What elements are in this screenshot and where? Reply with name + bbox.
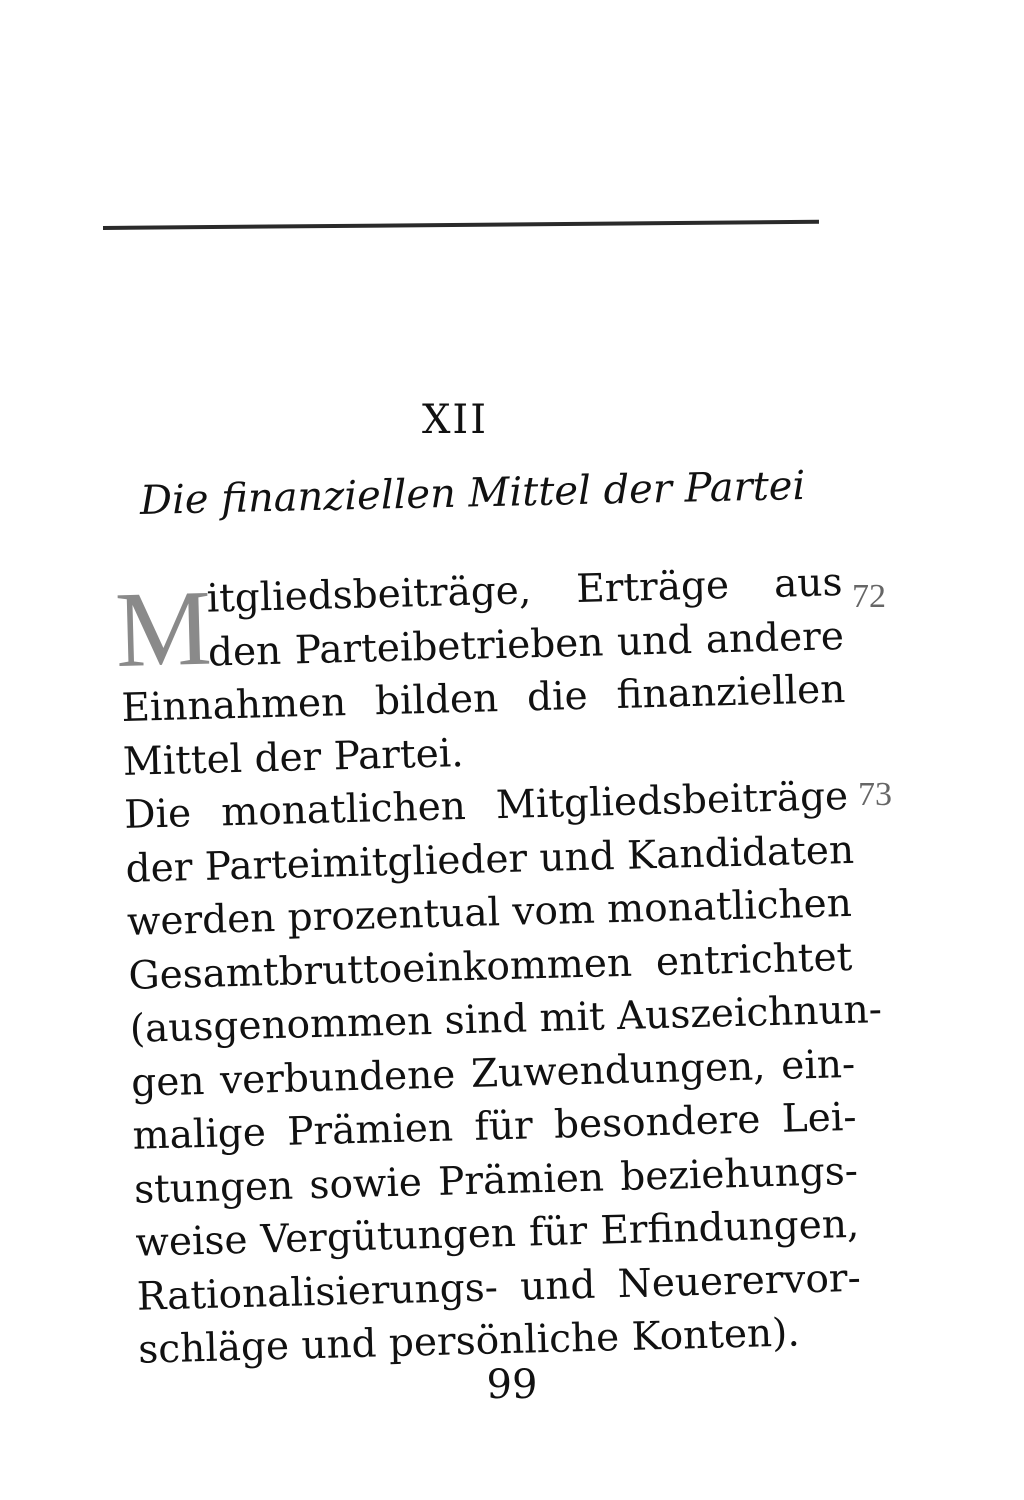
page-number: 99: [486, 1362, 538, 1408]
text-line: schläge und persönliche Konten).: [137, 1310, 801, 1373]
text-line: werden prozentual vom monatlichen: [126, 880, 853, 945]
text-line: Rationalisierungs- und Neuerervor-: [136, 1255, 862, 1320]
text-line: malige Prämien für besondere Lei-: [132, 1094, 858, 1159]
chapter-heading: Die finanziellen Mittel der Partei: [139, 462, 806, 524]
text-line: weise Vergütungen für Erfindungen,: [134, 1201, 860, 1266]
margin-number-73: 73: [858, 776, 892, 813]
text-line: itgliedsbeiträge, Erträge aus: [206, 560, 844, 622]
text-line: Die monatlichen Mitgliedsbeiträge: [123, 773, 849, 838]
drop-cap: M: [113, 568, 214, 691]
margin-number-72: 72: [852, 578, 886, 615]
text-line: Mittel der Partei.: [122, 730, 465, 785]
header-rule: [103, 220, 819, 230]
text-line: gen verbundene Zuwendungen, ein-: [130, 1041, 856, 1106]
text-line: Einnahmen bilden die finanziellen: [120, 667, 846, 731]
text-line: stungen sowie Prämien beziehungs-: [133, 1148, 859, 1213]
text-line: Gesamtbruttoeinkommen entrichtet: [127, 934, 853, 999]
text-line: der Parteimitglieder und Kandidaten: [125, 827, 855, 892]
text-line: (ausgenommen sind mit Auszeichnun-: [129, 987, 883, 1052]
text-line: den Parteibetrieben und andere: [207, 613, 845, 676]
chapter-number: XII: [421, 397, 489, 443]
